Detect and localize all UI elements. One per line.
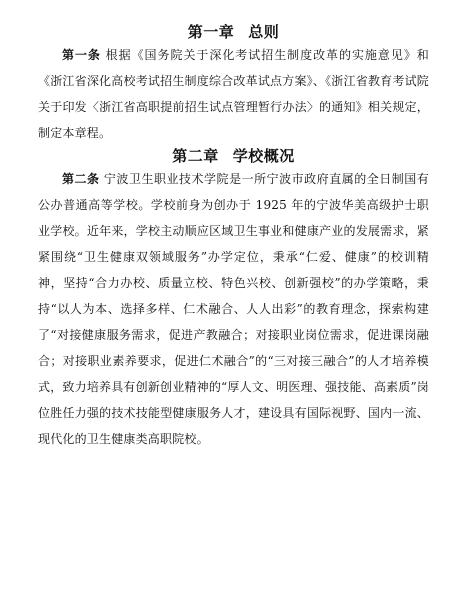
chapter-1-number: 第一章 [187,23,235,41]
article-1-text: 根据《国务院关于深化考试招生制度改革的实施意见》和《浙江省深化高校考试招生制度综合改革试点方案》、《浙江省教育考试院关于印发〈浙江省高职提前招生试点管理暂行办法〉的通知》相关规定，制定本章程。 [38,48,429,140]
article-2-text: 宁波卫生职业技术学院是一所宁波市政府直属的全日制国有公办普通高等学校。学校前身为创办于 1925 年的宁波华美高级护士职业学校。近年来，学校主动顺应区域卫生事业和健康产业的发展需求，紧紧围绕“卫生健康双领域服务”办学定位，秉承“仁爱、健康”的校训精神，坚持“合力办校、质量立校、特色兴校、创新强校”的办学策略，秉持“以人为本、选择多样、仁术融合、人人出彩”的教育理念，探索构建了“对接健康服务需求，促进产教融合；对接职业岗位需求，促进课岗融合；对接职业素养要求，促进仁术融合”的“三对接三融合”的人才培养模式，致力培养具有创新创业精神的“厚人文、明医理、强技能、高素质”岗位胜任力强的技术技能型健康服务人才，建设具有国际视野、国内一流、现代化的卫生健康类高职院校。 [38,172,430,446]
chapter-2-heading [38,146,429,166]
article-1-paragraph [38,42,429,146]
article-1-label: 第一条 [62,48,101,62]
chapter-1-title: 总则 [248,23,280,41]
article-2-paragraph [38,166,429,452]
article-2-label: 第二条 [62,172,100,186]
chapter-2-title: 学校概况 [232,147,295,165]
chapter-1-heading [38,22,429,42]
chapter-2-number: 第二章 [172,147,219,165]
